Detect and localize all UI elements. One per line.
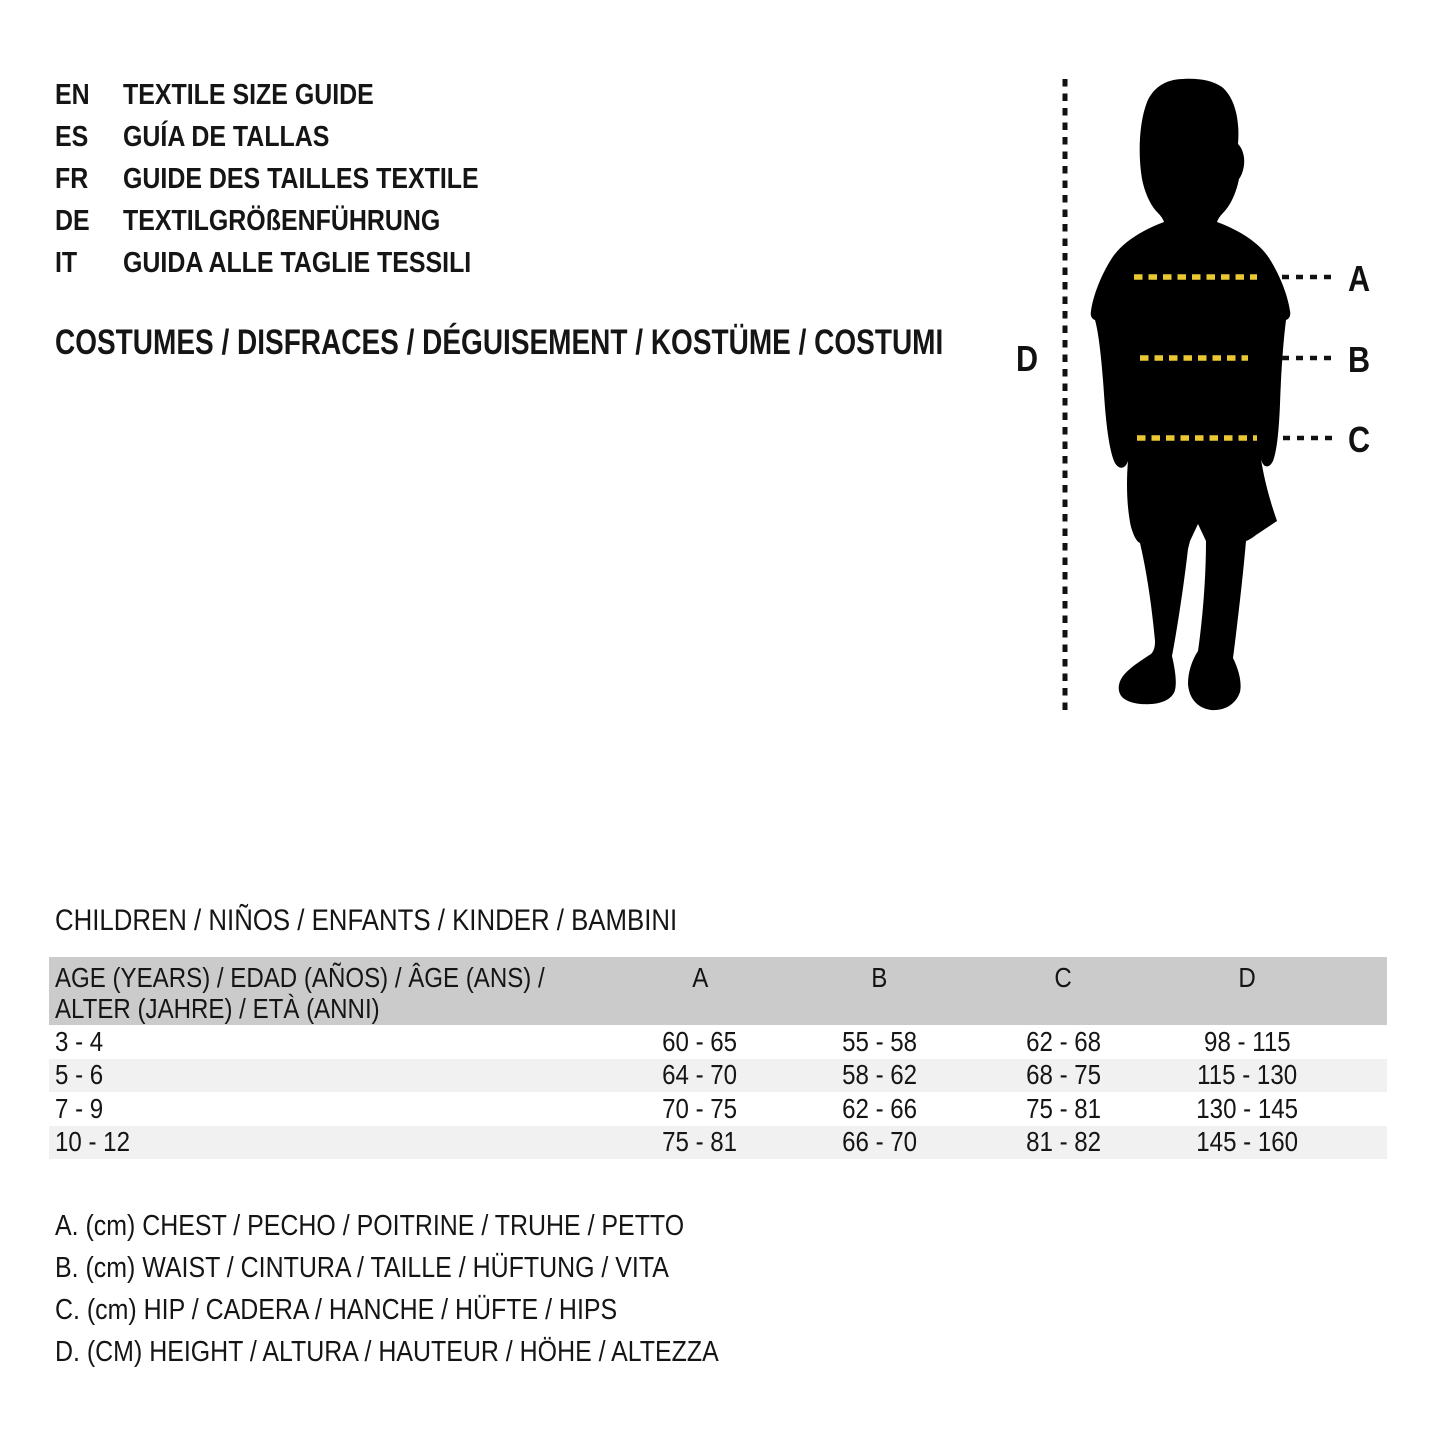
child-silhouette <box>1091 79 1291 710</box>
language-row <box>55 158 537 200</box>
age-range: 3 - 4 <box>55 1025 104 1057</box>
guide-title-it: GUIDA ALLE TAGLIE TESSILI <box>123 246 472 279</box>
figure-label-a: A <box>1348 259 1371 300</box>
chest-value: 60 - 65 <box>662 1025 738 1057</box>
figure-label-b: B <box>1348 340 1371 381</box>
language-title-list <box>55 74 537 284</box>
header-filler <box>1337 957 1387 1025</box>
waist-value: 62 - 66 <box>842 1092 917 1124</box>
table-row <box>49 1025 1387 1059</box>
legend-item-chest: A. (cm) CHEST / PECHO / POITRINE / TRUHE / PETTO <box>55 1209 685 1242</box>
chest-value: 70 - 75 <box>662 1092 738 1124</box>
age-column-header <box>49 957 610 1025</box>
column-header-b: B <box>871 962 888 993</box>
figure-label-c: C <box>1348 420 1371 461</box>
legend-item-hip: C. (cm) HIP / CADERA / HANCHE / HÜFTE / HIPS <box>55 1293 618 1326</box>
height-value: 130 - 145 <box>1196 1092 1299 1124</box>
table-section-title <box>55 903 778 939</box>
language-code-de: DE <box>55 204 90 237</box>
column-header-a: A <box>691 962 709 993</box>
height-value: 145 - 160 <box>1196 1126 1299 1158</box>
legend-item-height: D. (CM) HEIGHT / ALTURA / HAUTEUR / HÖHE / ALTEZZA <box>55 1335 719 1368</box>
figure-label-d: D <box>1016 339 1039 380</box>
language-row <box>55 200 537 242</box>
hip-value: 62 - 68 <box>1026 1025 1101 1057</box>
table-row <box>49 1059 1387 1093</box>
guide-title-de: TEXTILGRÖßENFÜHRUNG <box>123 204 441 237</box>
language-code-fr: FR <box>55 162 89 195</box>
guide-title-es: GUÍA DE TALLAS <box>123 120 330 153</box>
waist-value: 55 - 58 <box>842 1025 917 1057</box>
table-section-title-text: CHILDREN / NIÑOS / ENFANTS / KINDER / BAMBINI <box>55 904 678 937</box>
hip-value: 81 - 82 <box>1026 1126 1101 1158</box>
column-header-d: D <box>1238 962 1257 993</box>
language-code-it: IT <box>55 246 78 279</box>
hip-value: 75 - 81 <box>1026 1092 1101 1124</box>
size-table <box>49 957 1387 1159</box>
table-row <box>49 1092 1387 1126</box>
height-value: 98 - 115 <box>1204 1025 1291 1057</box>
column-header-c: C <box>1054 962 1073 993</box>
measurement-figure <box>1000 60 1420 730</box>
guide-title-fr: GUIDE DES TAILLES TEXTILE <box>123 162 479 195</box>
waist-value: 58 - 62 <box>842 1059 917 1091</box>
height-value: 115 - 130 <box>1197 1059 1298 1091</box>
legend-item-waist: B. (cm) WAIST / CINTURA / TAILLE / HÜFTUNG / VITA <box>55 1251 669 1284</box>
language-code-es: ES <box>55 120 89 153</box>
age-range: 10 - 12 <box>55 1126 130 1158</box>
size-table-header <box>49 957 1387 1025</box>
language-row <box>55 116 537 158</box>
table-row <box>49 1126 1387 1160</box>
category-title-text: COSTUMES / DISFRACES / DÉGUISEMENT / KOSTÜME / COSTUMI <box>55 323 944 362</box>
hip-value: 68 - 75 <box>1026 1059 1101 1091</box>
age-header-line1: AGE (YEARS) / EDAD (AÑOS) / ÂGE (ANS) / <box>55 962 545 993</box>
waist-value: 66 - 70 <box>842 1126 917 1158</box>
language-code-en: EN <box>55 78 90 111</box>
chest-value: 75 - 81 <box>662 1126 738 1158</box>
age-header-line2: ALTER (JAHRE) / ETÀ (ANNI) <box>55 993 380 1024</box>
chest-value: 64 - 70 <box>662 1059 738 1091</box>
language-row <box>55 242 537 284</box>
age-range: 7 - 9 <box>55 1092 104 1124</box>
guide-title-en: TEXTILE SIZE GUIDE <box>123 78 374 111</box>
age-range: 5 - 6 <box>55 1059 104 1091</box>
language-row <box>55 74 537 116</box>
measurement-legend <box>55 1205 827 1373</box>
category-title <box>55 323 1165 363</box>
